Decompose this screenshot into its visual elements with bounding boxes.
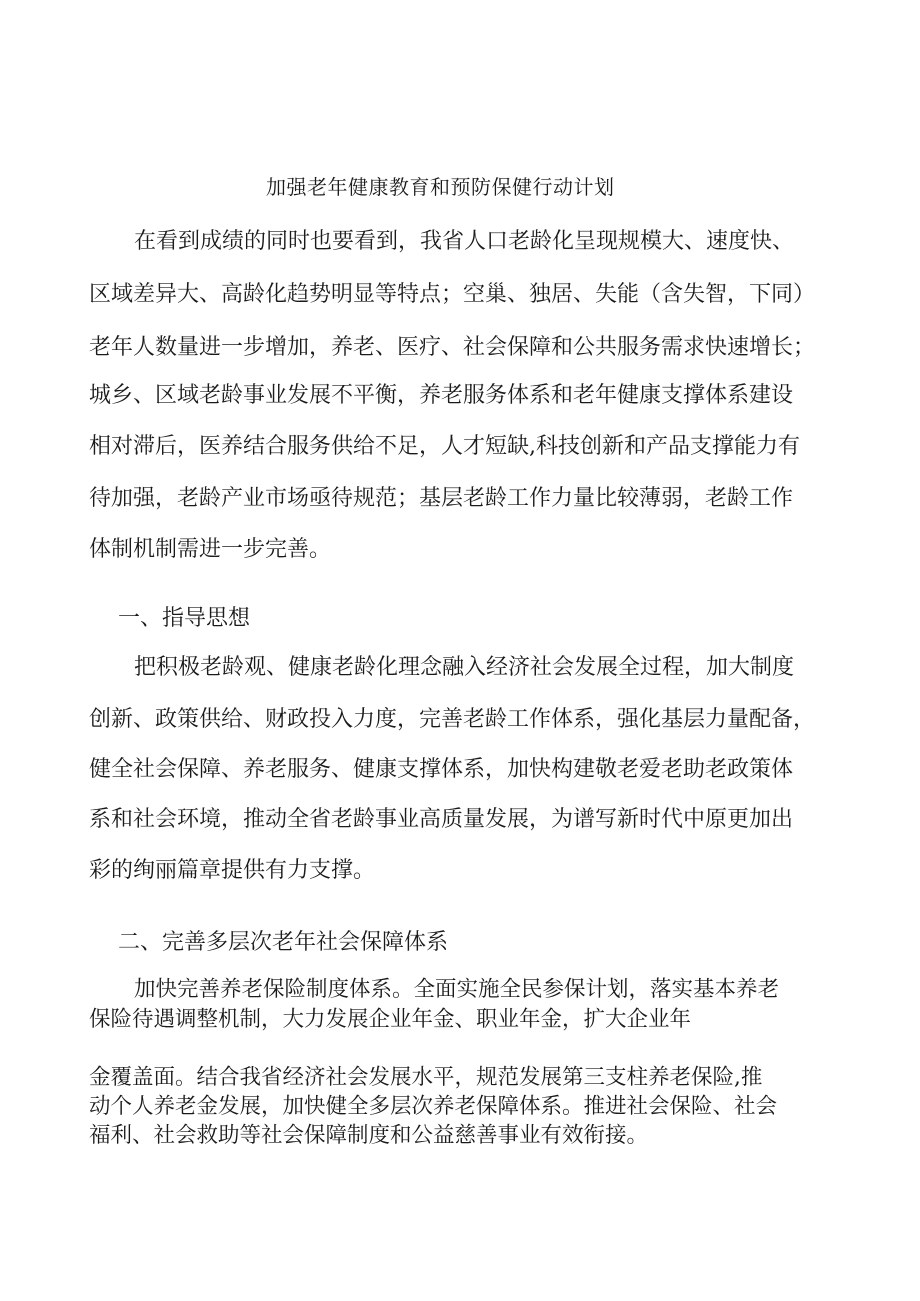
section1-line: 把积极老龄观、健康老龄化理念融入经济社会发展全过程，加大制度 (134, 655, 795, 680)
intro-line: 体制机制需进一步完善。 (89, 537, 332, 562)
section1-line: 系和社会环境，推动全省老龄事业高质量发展，为谱写新时代中原更加出 (89, 807, 794, 832)
intro-line: 相对滞后，医养结合服务供给不足，人才短缺,科技创新和产品支撑能力有 (89, 434, 800, 459)
intro-line: 城乡、区域老龄事业发展不平衡，养老服务体系和老年健康支撑体系建设 (89, 383, 794, 408)
section1-line: 创新、政策供给、财政投入力度，完善老龄工作体系，强化基层力量配备， (89, 707, 816, 732)
section1-line: 彩的绚丽篇章提供有力支撑。 (89, 858, 376, 883)
section-heading-guiding-ideology: 一、指导思想 (118, 606, 251, 631)
intro-line: 老年人数量进一步增加，养老、医疗、社会保障和公共服务需求快速增长； (89, 335, 816, 360)
intro-line: 在看到成绩的同时也要看到，我省人口老龄化呈现规模大、速度快、 (134, 229, 795, 254)
intro-line: 区域差异大、高龄化趋势明显等特点；空巢、独居、失能（含失智，下同） (89, 282, 816, 307)
document-title: 加强老年健康教育和预防保健行动计划 (266, 175, 615, 199)
intro-line: 待加强，老龄产业市场亟待规范；基层老龄工作力量比较薄弱，老龄工作 (89, 486, 794, 511)
section2-line: 福利、社会救助等社会保障制度和公益慈善事业有效衔接。 (89, 1123, 649, 1148)
section1-line: 健全社会保障、养老服务、健康支撑体系，加快构建敬老爱老助老政策体 (89, 757, 794, 782)
section2-line: 保险待遇调整机制，大力发展企业年金、职业年金，扩大企业年 (89, 1007, 692, 1032)
section-heading-social-security: 二、完善多层次老年社会保障体系 (118, 930, 449, 955)
section2-line: 动个人养老金发展，加快健全多层次养老保障体系。推进社会保险、社会 (89, 1094, 778, 1119)
section2-line: 加快完善养老保险制度体系。全面实施全民参保计划，落实基本养老 (134, 977, 780, 1002)
section2-line: 金覆盖面。结合我省经济社会发展水平，规范发展第三支柱养老保险,推 (89, 1065, 763, 1090)
